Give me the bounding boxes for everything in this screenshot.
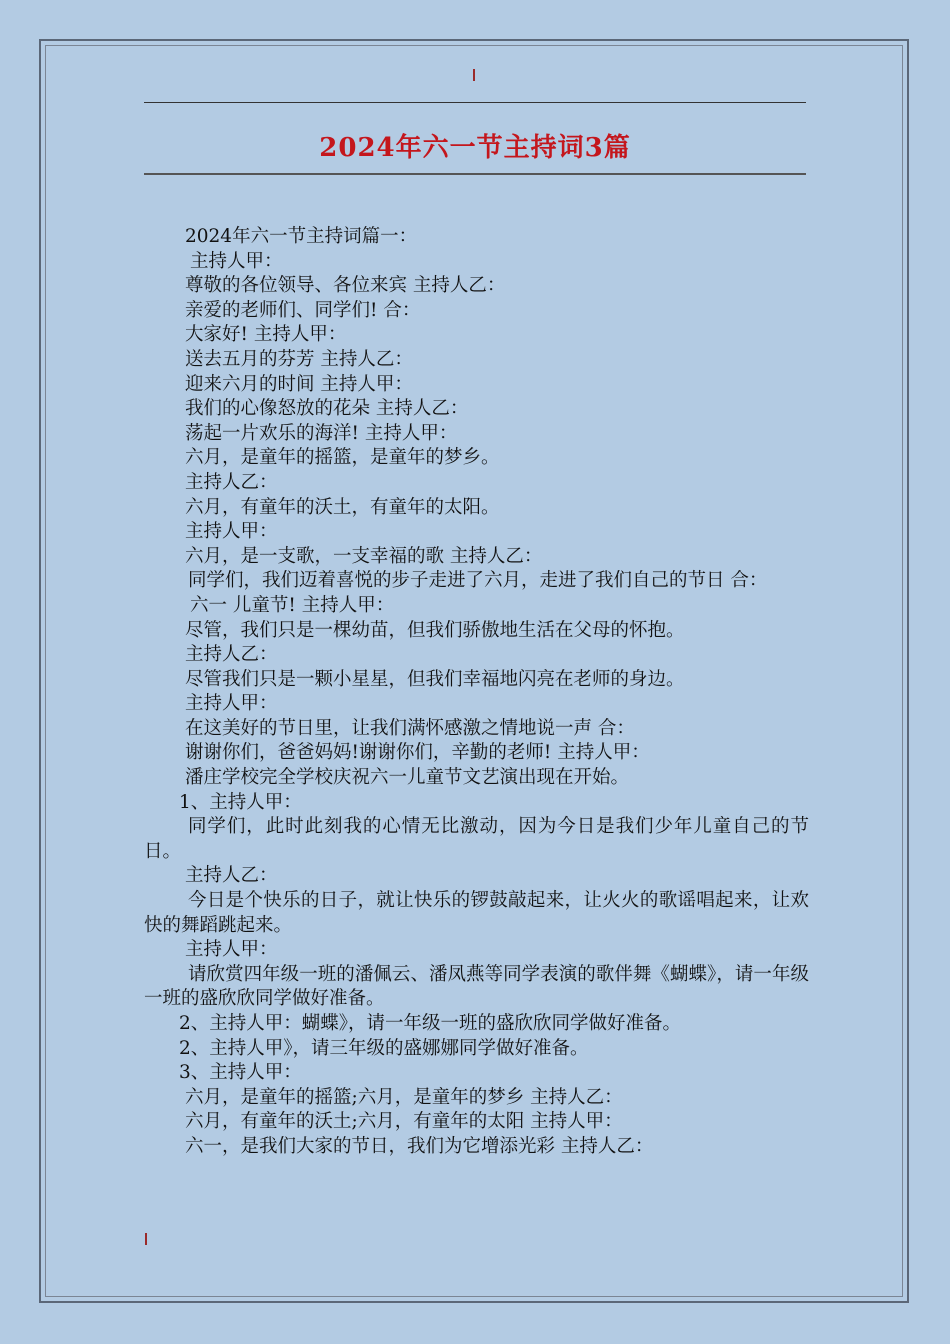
- text-line: 六一，是我们大家的节日，我们为它增添光彩 主持人乙：: [185, 1135, 654, 1157]
- text-line: 大家好! 主持人甲：: [185, 324, 347, 346]
- text-line: 荡起一片欢乐的海洋! 主持人甲：: [185, 422, 458, 444]
- paragraph: 同学们，我们迈着喜悦的步子走进了六月，走进了我们自己的节日 合：: [188, 570, 768, 592]
- title-rule-top: [144, 102, 806, 103]
- text-line: 2、主持人甲：蝴蝶》，请一年级一班的盛欣欣同学做好准备。: [179, 1013, 682, 1034]
- text-line: 主持人甲：: [190, 250, 283, 272]
- text-line: 主持人甲：: [185, 939, 278, 961]
- paragraph: 同学们，此时此刻我的心情无比激动，因为今日是我们少年儿童自己的节日。: [144, 816, 809, 862]
- text-line: 我们的心像怒放的花朵 主持人乙：: [185, 398, 469, 420]
- text-line: 尽管，我们只是一棵幼苗，但我们骄傲地生活在父母的怀抱。: [185, 619, 685, 641]
- title-rule-bottom: [144, 173, 806, 175]
- text-line: 主持人甲：: [185, 521, 278, 543]
- text-line: 潘庄学校完全学校庆祝六一儿童节文艺演出现在开始。: [185, 767, 630, 789]
- text-line: 主持人甲：: [185, 693, 278, 715]
- text-line: 3、主持人甲：: [179, 1062, 302, 1084]
- text-line: 2、主持人甲》，请三年级的盛娜娜同学做好准备。: [179, 1037, 589, 1059]
- text-line: 1、主持人甲：: [179, 791, 302, 813]
- footer-tick-mark: [145, 1233, 147, 1245]
- paragraph: 今日是个快乐的日子，就让快乐的锣鼓敲起来，让火火的歌谣唱起来，让欢快的舞蹈跳起来。: [144, 890, 809, 936]
- text-line: 六一 儿童节! 主持人甲：: [190, 594, 395, 616]
- document-body: [144, 225, 809, 1160]
- text-line: 尽管我们只是一颗小星星，但我们幸福地闪亮在老师的身边。: [185, 668, 685, 690]
- paragraph: 请欣赏四年级一班的潘佩云、潘凤燕等同学表演的歌伴舞《蝴蝶》，请一年级一班的盛欣欣同学做好准备。: [144, 963, 809, 1010]
- text-line: 主持人乙：: [185, 644, 278, 666]
- text-line: 六月，有童年的沃土;六月，有童年的太阳 主持人甲：: [185, 1111, 623, 1133]
- text-line: 六月，有童年的沃土，有童年的太阳。: [185, 496, 500, 518]
- text-line: 主持人乙：: [185, 471, 278, 493]
- text-line: 2024年六一节主持词篇一：: [185, 226, 418, 247]
- text-line: 谢谢你们，爸爸妈妈!谢谢你们，辛勤的老师! 主持人甲：: [185, 742, 650, 764]
- text-line: 主持人乙：: [185, 865, 278, 887]
- text-line: 亲爱的老师们、同学们! 合：: [185, 299, 421, 321]
- text-line: 迎来六月的时间 主持人甲：: [185, 373, 413, 395]
- text-line: 六月，是一支歌，一支幸福的歌 主持人乙：: [185, 545, 543, 567]
- text-line: 六月，是童年的摇篮;六月，是童年的梦乡 主持人乙：: [185, 1086, 623, 1108]
- text-line: 送去五月的芬芳 主持人乙：: [185, 348, 413, 370]
- text-line: 在这美好的节日里，让我们满怀感激之情地说一声 合：: [185, 717, 635, 739]
- page-title: 2024年六一节主持词3篇: [319, 133, 631, 163]
- text-line: 尊敬的各位领导、各位来宾 主持人乙：: [185, 275, 506, 297]
- text-line: 六月，是童年的摇篮，是童年的梦乡。: [185, 447, 500, 469]
- header-tick-mark: [473, 69, 475, 81]
